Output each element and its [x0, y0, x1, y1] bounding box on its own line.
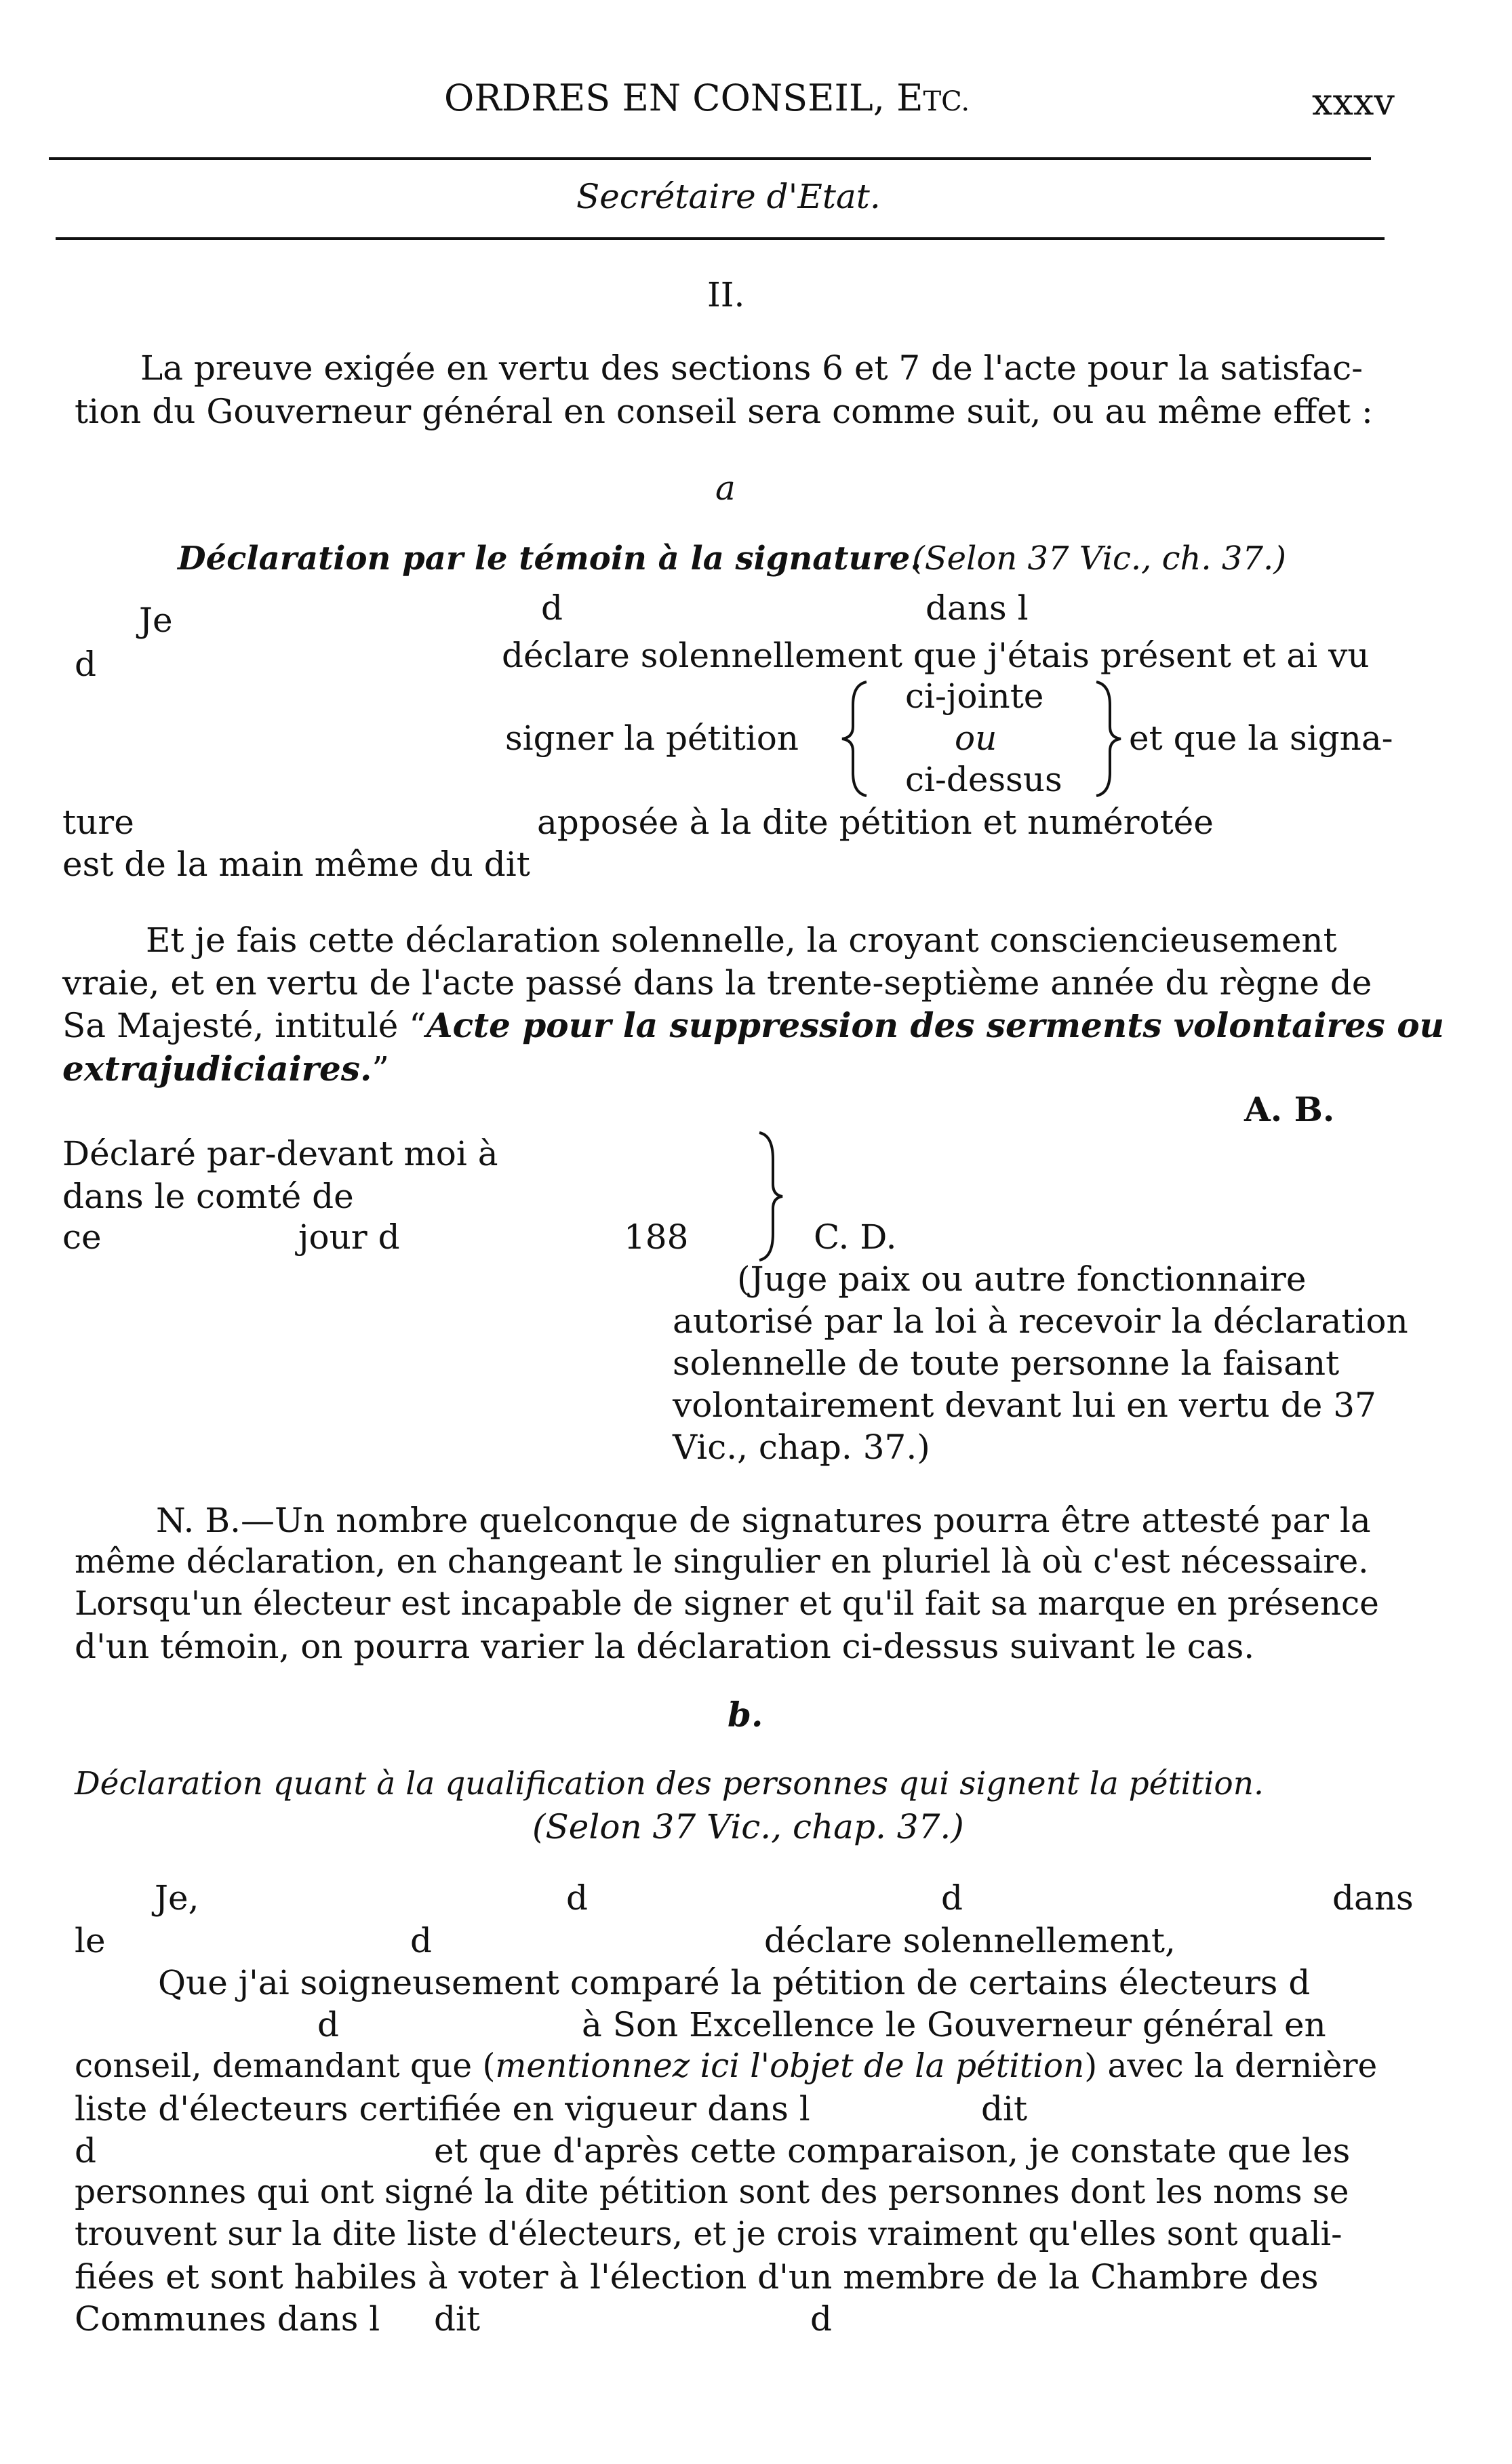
declaration-para-4 [62, 1049, 389, 1089]
form-b-line-7: et que d'après cette comparaison, je constate que les [434, 2131, 1351, 2170]
declaration-para-3-text: Sa Majesté, intitulé “ [62, 1006, 426, 1045]
declaration-para-3 [62, 1005, 1444, 1045]
act-title-end: extrajudiciaires. [62, 1049, 372, 1089]
form-b-line-4: à Son Excellence le Gouverneur général en [582, 2005, 1326, 2044]
header-rule [49, 157, 1371, 160]
top-signature: Secrétaire d'Etat. [576, 177, 881, 216]
form-a-letter: a [715, 468, 736, 508]
nb-line-4: d'un témoin, on pourra varier la déclaration ci-dessus suivant le cas. [75, 1627, 1255, 1666]
signer-initials: A. B. [1244, 1089, 1335, 1129]
form-b-line-5-end: ) avec la dernière [1084, 2047, 1378, 2085]
form-b-dit-1: dit [981, 2089, 1028, 2128]
form-b-dans: dans [1332, 1878, 1414, 1918]
signature-continues: et que la signa- [1129, 719, 1393, 758]
form-b-d-1: d [566, 1878, 589, 1918]
form-b-le: le [75, 1921, 106, 1960]
petition-object-hint: mentionnez ici l'objet de la pétition [495, 2047, 1085, 2085]
form-a-line-5: est de la main même du dit [62, 845, 530, 884]
declared-year: 188 [624, 1217, 689, 1257]
form-a-line-4: apposée à la dite pétition et numérotée [537, 803, 1214, 842]
signature-rule [56, 237, 1385, 240]
form-b-line-6: liste d'électeurs certifiée en vigueur dans l [75, 2089, 810, 2128]
judge-line-4: volontairement devant lui en vertu de 37 [673, 1386, 1376, 1425]
judge-line-5: Vic., chap. 37.) [673, 1428, 930, 1467]
nb-line-2: même déclaration, en changeant le singulier en pluriel là où c'est nécessaire. [75, 1543, 1369, 1581]
intro-line-2: tion du Gouverneur général en conseil sera comme suit, ou au même effet : [75, 392, 1373, 431]
form-b-letter: b. [728, 1695, 763, 1735]
form-a-je: Je [139, 601, 173, 640]
form-a-ture: ture [62, 803, 134, 842]
form-b-line-5-start: conseil, demandant que ( [75, 2047, 496, 2085]
form-b-je: Je, [155, 1878, 199, 1918]
form-b-dit-2: dit [434, 2299, 481, 2339]
form-b-d-3: d [410, 1921, 433, 1960]
act-title: Acte pour la suppression des serments volontaires ou [426, 1005, 1444, 1045]
declared-line-1: Déclaré par-devant moi à [62, 1134, 498, 1173]
form-b-line-8: personnes qui ont signé la dite pétition sont des personnes dont les noms se [75, 2173, 1349, 2211]
form-b-line-9: trouvent sur la dite liste d'électeurs, et je crois vraiment qu'elles sont quali- [75, 2215, 1342, 2253]
form-b-d-4: d [317, 2005, 340, 2044]
running-head-small: TC. [923, 86, 970, 117]
form-b-line-10: fiées et sont habiles à voter à l'élection d'un membre de la Chambre des [75, 2257, 1319, 2297]
form-b-d-5: d [75, 2131, 97, 2170]
option-ou: ou [955, 719, 997, 758]
form-b-d-6: d [810, 2299, 833, 2339]
form-a-dans: dans l [926, 588, 1029, 628]
declared-line-2: dans le comté de [62, 1177, 354, 1216]
nb-line-3: Lorsqu'un électeur est incapable de signer et qu'il fait sa marque en présence [75, 1585, 1379, 1623]
closing-quote: ” [372, 1049, 389, 1089]
form-b-line-2: déclare solennellement, [764, 1921, 1176, 1960]
declared-ce: ce [62, 1217, 102, 1257]
form-a-line-2: déclare solennellement que j'étais présent et ai vu [502, 636, 1370, 675]
nb-line-1: N. B.—Un nombre quelconque de signatures pourra être attesté par la [156, 1501, 1371, 1540]
signer-petition: signer la pétition [505, 719, 799, 758]
form-a-heading: Déclaration par le témoin à la signature. [178, 540, 921, 578]
form-a-d-2: d [75, 645, 97, 684]
running-head [444, 77, 970, 119]
intro-line-1: La preuve exigée en vertu des sections 6 et 7 de l'acte pour la satisfac- [140, 348, 1363, 388]
left-brace-icon [834, 678, 875, 800]
judge-line-2: autorisé par la loi à recevoir la déclaration [673, 1301, 1408, 1341]
right-brace-icon [1088, 678, 1129, 800]
declaration-para-1: Et je fais cette déclaration solennelle, la croyant consciencieusement [146, 921, 1337, 960]
form-a-heading-ref: (Selon 37 Vic., ch. 37.) [912, 540, 1286, 578]
option-ci-jointe: ci-jointe [905, 676, 1044, 716]
form-b-line-11: Communes dans l [75, 2299, 380, 2339]
running-head-main: ORDRES EN CONSEIL, E [444, 77, 923, 119]
official-initials: C. D. [814, 1217, 897, 1257]
option-ci-dessus: ci-dessus [905, 760, 1062, 799]
judge-line-1: (Juge paix ou autre fonctionnaire [737, 1259, 1307, 1299]
declaration-para-2: vraie, et en vertu de l'acte passé dans la trente-septième année du règne de [62, 963, 1372, 1003]
page-number: xxxv [1312, 81, 1395, 123]
form-a-d-1: d [541, 588, 563, 628]
form-b-line-3: Que j'ai soigneusement comparé la pétition de certains électeurs d [158, 1963, 1311, 2002]
form-b-line-5 [75, 2047, 1378, 2085]
form-b-d-2: d [941, 1878, 963, 1918]
form-b-heading-ref: (Selon 37 Vic., chap. 37.) [532, 1807, 964, 1846]
declared-jour: jour d [298, 1217, 400, 1257]
declared-brace-icon [753, 1129, 787, 1264]
form-b-heading: Déclaration quant à la qualification des personnes qui signent la pétition. [75, 1765, 1264, 1802]
section-number: II. [707, 275, 745, 315]
judge-line-3: solennelle de toute personne la faisant [673, 1344, 1340, 1383]
